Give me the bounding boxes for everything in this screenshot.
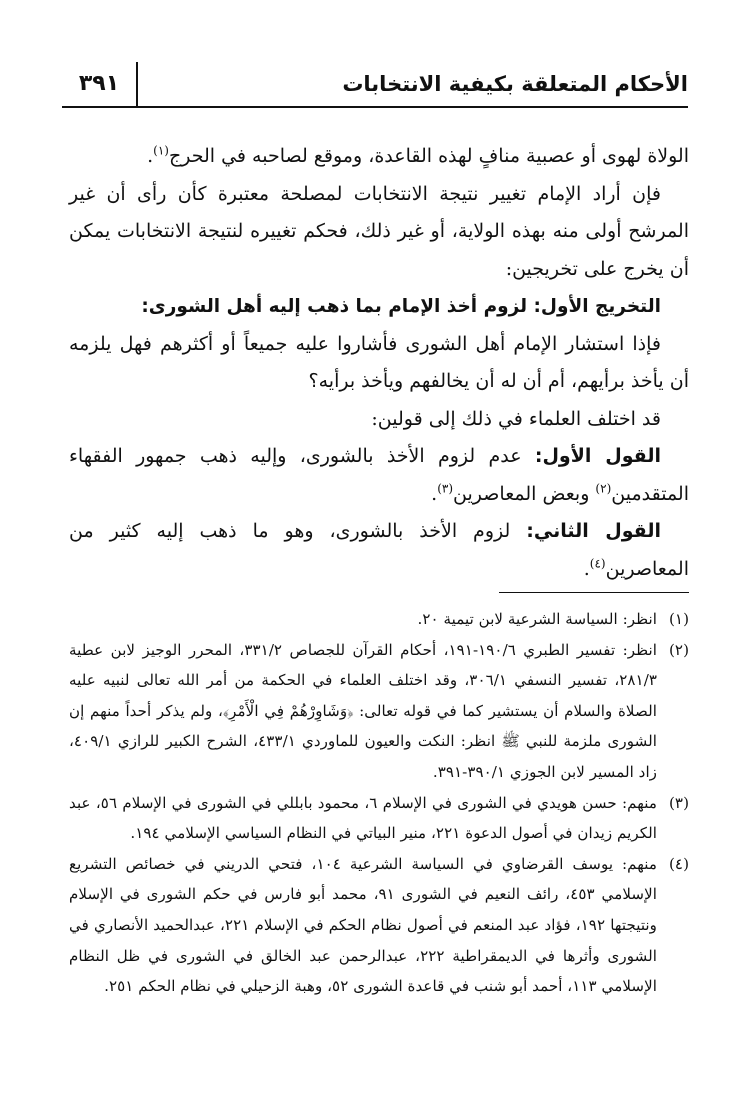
first-opinion [69,438,689,513]
footnote-2 [69,635,689,788]
paragraph-1-end: . [147,145,154,167]
footnotes [69,604,689,1002]
second-opinion-text: لزوم الأخذ بالشورى، وهو ما ذهب إليه كثير من المعاصرين [69,520,689,580]
paragraph-4: قد اختلف العلماء في ذلك إلى قولين: [371,407,661,430]
section-heading: التخريج الأول: لزوم أخذ الإمام بما ذهب إليه أهل الشورى: [141,296,661,317]
footnote-ref-1[interactable]: (١) [153,143,169,158]
paragraph-3: فإذا استشار الإمام أهل الشورى فأشاروا عليه جميعاً أو أكثرهم فهل يلزمه أن يأخذ برأيهم، أم أن له أن يخالفهم ويأخذ برأيه؟ [69,332,689,392]
footnote-ref-3[interactable]: (٣) [437,481,454,496]
page-number: ٣٩١ [78,71,120,96]
footnote-number: (٤) [668,854,689,873]
second-opinion-end: . [583,557,590,580]
footnote-text: منهم: يوسف القرضاوي في السياسة الشرعية ١٠٤، فتحي الدريني في خصائص التشريع الإسلامي ٤٥٣، رائف النعيم في الشورى ٩١، محمد أبو فارس في حكم الشورى في الإسلام ونتيجتها ١٩٢، فؤاد عبد المنعم في أصول نظام الحكم في الإسلام ٢٢١، عبدالحميد الأنصاري في الشورى وأثرها في الديمقراطية ٢٢٢، عبدالرحمن عبد الخالق في الشورى في ظل النظام الإسلامي ١١٣، أحمد أبو شنب في قاعدة الشورى ٥٢، وهبة الزحيلي في نظام الحكم ٢٥١. [69,854,657,996]
footnote-1 [69,604,689,635]
chapter-title: الأحكام المتعلقة بكيفية الانتخابات [342,72,688,96]
footnote-ref-4[interactable]: (٤) [589,556,606,571]
footnote-text: انظر: تفسير الطبري ١٩٠/٦-١٩١، أحكام القرآن للجصاص ٣٣١/٢، المحرر الوجيز لابن عطية ٢٨١/٣، تفسير النسفي ٣٠٦/١، وقد اختلف العلماء في الحكمة من أمر الله تعالى لنبيه عليه الصلاة والسلام أن يستشير كما في قوله تعالى: ﴿وَشَاوِرْهُمْ فِي الْأَمْرِ﴾، ولم يذكر أحداً منهم إن الشورى ملزمة للنبي ﷺ انظر: النكت والعيون للماوردي ٤٣٣/١، الشرح الكبير للرازي ٤٠٩/١، زاد المسير لابن الجوزي ٣٩٠/١-٣٩١. [69,640,657,781]
first-opinion-label: القول الأول: [534,445,661,467]
footnote-number: (٣) [668,793,689,812]
footnote-divider [499,592,689,593]
footnote-text: منهم: حسن هويدي في الشورى في الإسلام ٦، محمود بابللي في الشورى في الإسلام ٥٦، عبد الكريم زيدان في أصول الدعوة ٢٢١، منير البياتي في النظام السياسي الإسلامي ١٩٤. [69,793,657,843]
running-header [62,62,688,108]
paragraph-2: فإن أراد الإمام تغيير نتيجة الانتخابات لمصلحة معتبرة كأن رأى أن غير المرشح أولى منه بهذه الولاية، أو غير ذلك، فحكم تغييره لنتيجة الانتخابات يمكن أن يخرج على تخريجين: [69,182,689,280]
footnote-4 [69,849,689,1002]
second-opinion-label: القول الثاني: [526,520,661,542]
footnote-ref-2[interactable]: (٢) [595,481,612,496]
second-opinion [69,513,689,588]
first-opinion-end: . [431,482,438,505]
paragraph-1 [69,138,689,176]
first-opinion-text-a: عدم لزوم الأخذ بالشورى، وإليه ذهب جمهور الفقهاء المتقدمين [69,445,689,505]
footnote-text: انظر: السياسة الشرعية لابن تيمية ٢٠. [417,610,657,628]
paragraph-1-text: الولاة لهوى أو عصبية منافٍ لهذه القاعدة، وموقع لصاحبه في الحرج [168,145,689,167]
main-text [69,138,689,588]
footnote-3 [69,788,689,849]
page-number-box [62,62,138,106]
footnote-number: (٢) [668,640,689,659]
first-opinion-text-b: وبعض المعاصرين [453,482,590,505]
footnote-number: (١) [668,610,689,628]
